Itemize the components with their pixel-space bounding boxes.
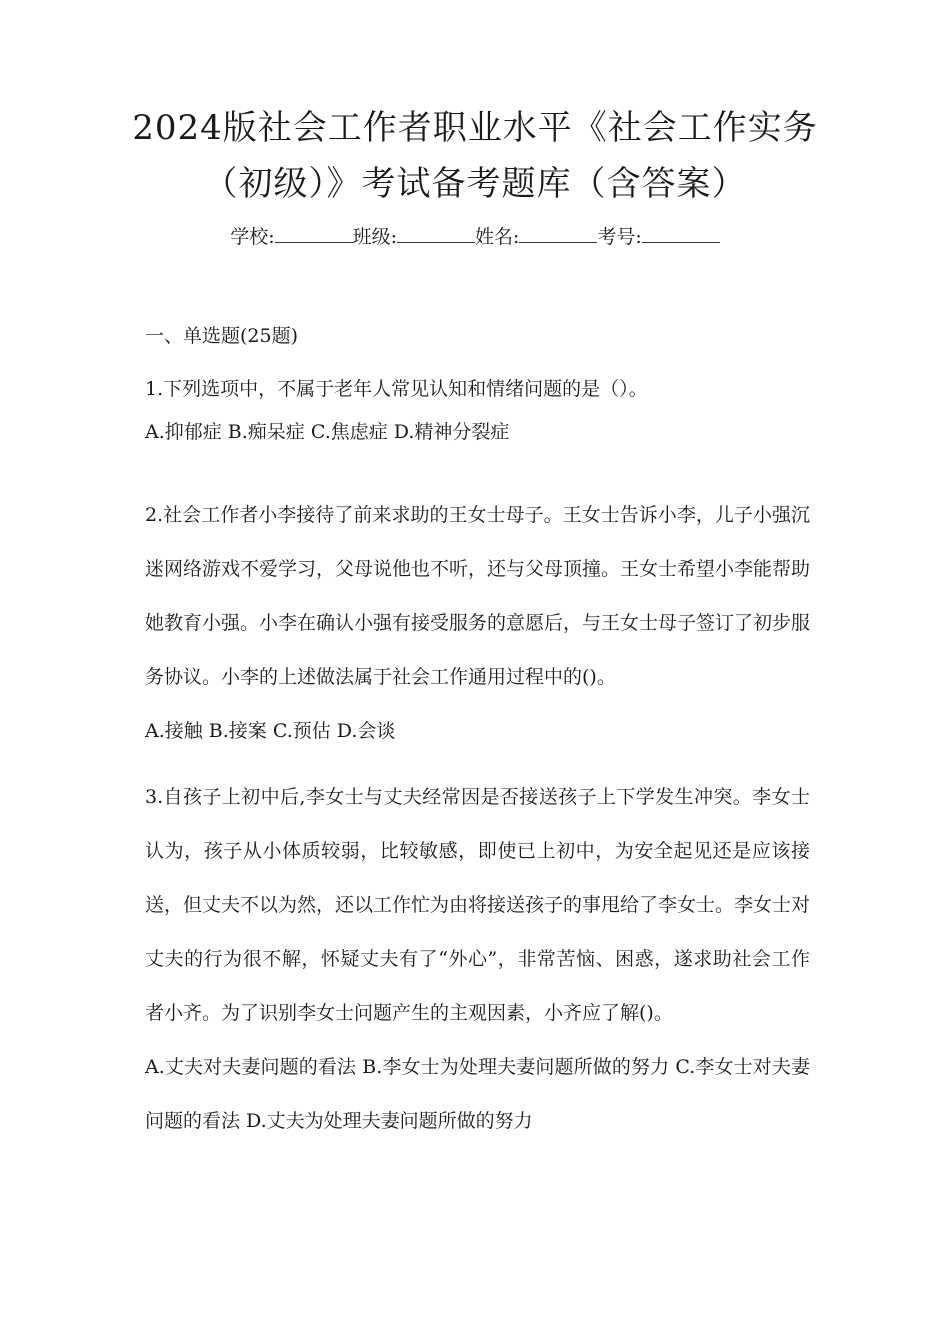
- school-blank: [275, 224, 353, 243]
- question-1: [145, 366, 810, 452]
- student-info-fields: [0, 222, 950, 252]
- name-blank: [519, 224, 597, 243]
- class-blank: [397, 224, 475, 243]
- question-options: A.丈夫对夫妻问题的看法 B.李女士为处理夫妻问题所做的努力 C.李女士对夫妻问题的看法 D.丈夫为处理夫妻问题所做的努力: [145, 1056, 810, 1132]
- question-options: A.接触 B.接案 C.预估 D.会谈: [145, 720, 396, 742]
- document-title: [100, 100, 850, 212]
- number-blank: [642, 224, 720, 243]
- question-stem: 1.下列选项中，不属于老年人常见认知和情绪问题的是（）。: [145, 378, 648, 400]
- question-options: A.抑郁症 B.痴呆症 C.焦虑症 D.精神分裂症: [145, 421, 510, 443]
- question-stem: 3.自孩子上初中后,李女士与丈夫经常因是否接送孩子上下学发生冲突。李女士认为，孩子从小体质较弱，比较敏感，即使已上初中，为安全起见还是应该接送，但丈夫不以为然，还以工作忙为由将接送孩子的事甩给了李女士。李女士对丈夫的行为很不解，怀疑丈夫有了“外心”，非常苦恼、困惑，遂求助社会工作者小齐。为了识别李女士问题产生的主观因素，小齐应了解()。: [145, 786, 811, 1024]
- section-heading: 一、单选题(25题): [145, 325, 299, 347]
- class-label: 班级:: [352, 226, 397, 248]
- school-label: 学校:: [230, 226, 275, 248]
- question-3: [145, 770, 810, 1148]
- number-label: 考号:: [597, 226, 642, 248]
- title-line-1: 2024版社会工作者职业水平《社会工作实务: [132, 108, 818, 148]
- exam-content: [145, 318, 810, 1160]
- title-line-2: （初级）》考试备考题库（含答案）: [203, 164, 747, 204]
- question-2: [145, 488, 810, 758]
- name-label: 姓名:: [475, 226, 520, 248]
- question-stem: 2.社会工作者小李接待了前来求助的王女士母子。王女士告诉小李，儿子小强沉迷网络游戏不爱学习，父母说他也不听，还与父母顶撞。王女士希望小李能帮助她教育小强。小李在确认小强有接受服务的意愿后，与王女士母子签订了初步服务协议。小李的上述做法属于社会工作通用过程中的()。: [145, 504, 811, 688]
